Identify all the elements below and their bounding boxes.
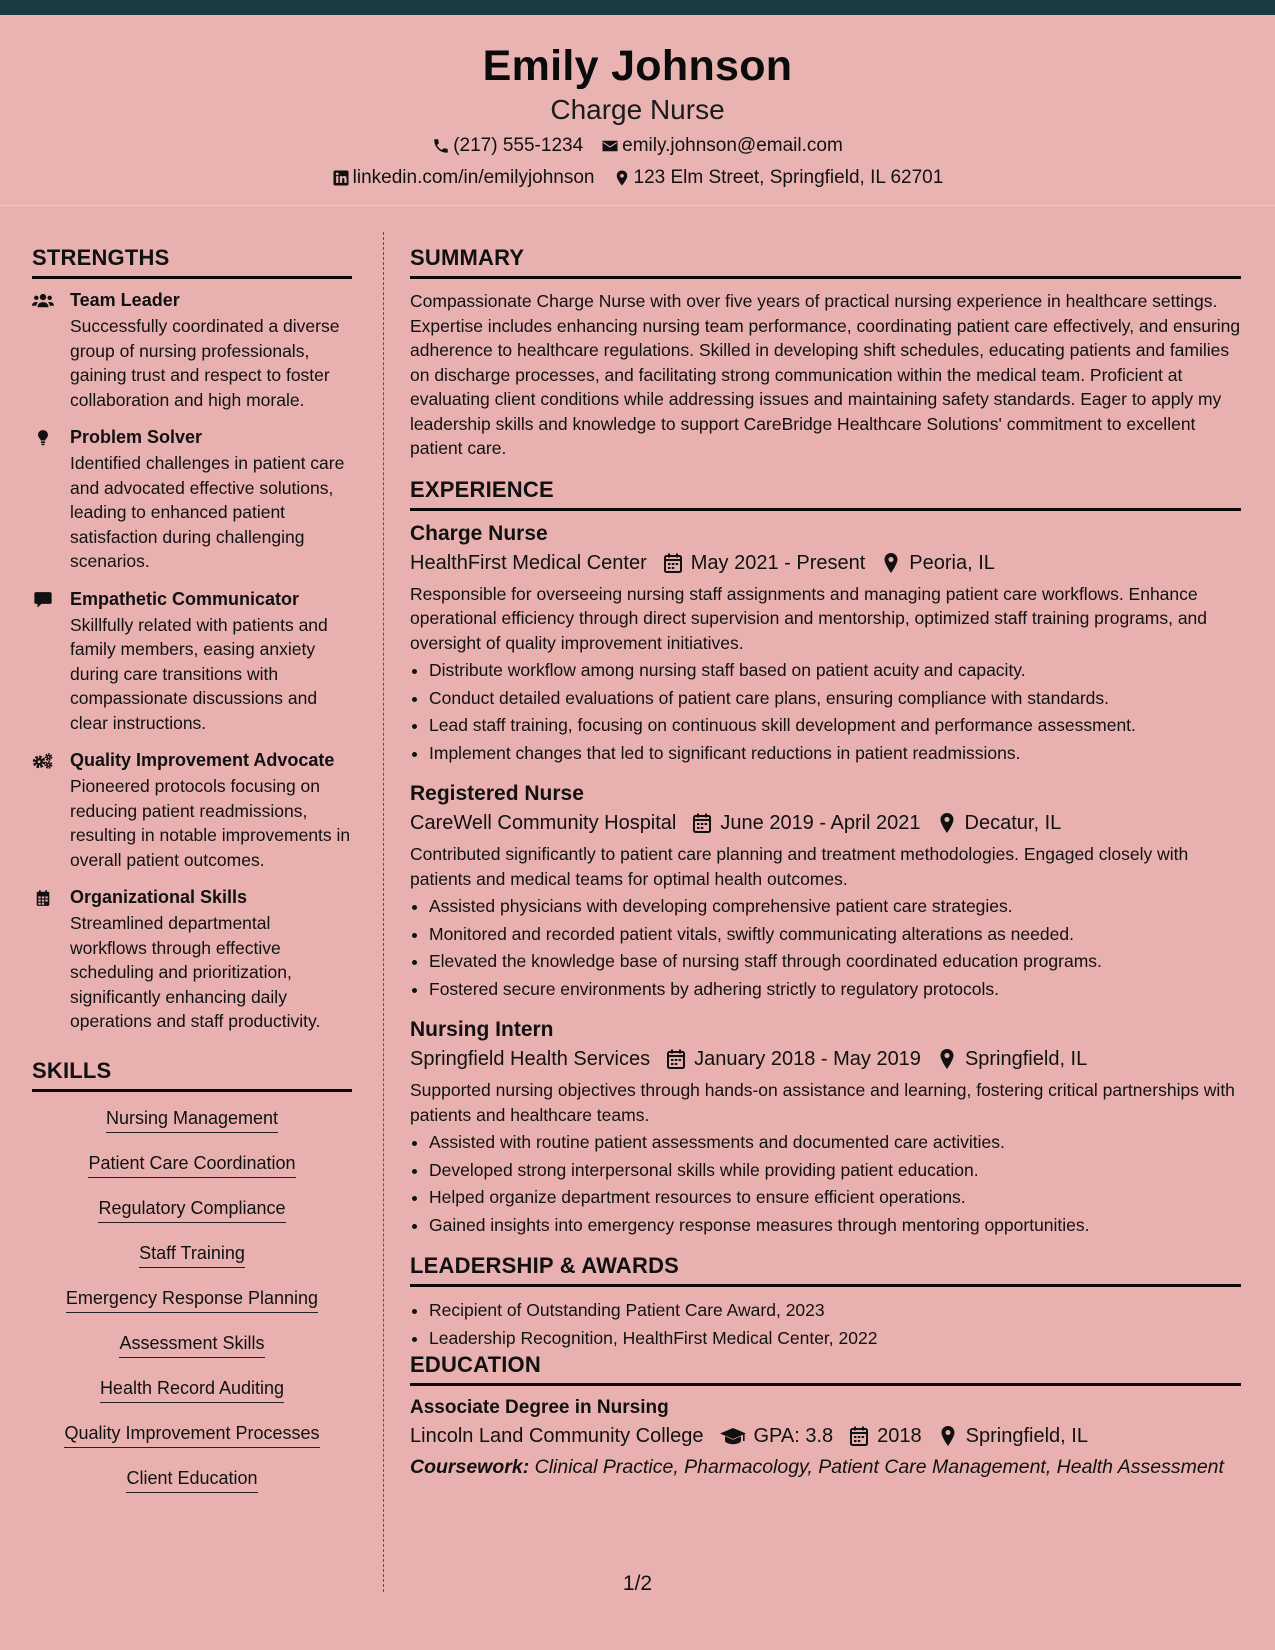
map-marker-icon xyxy=(937,813,957,833)
list-item: • Implement changes that led to significant reductions in patient readmissions. xyxy=(429,740,1241,768)
skills-list xyxy=(32,1106,352,1511)
graduation-cap-icon xyxy=(720,1426,746,1446)
job-entry xyxy=(410,521,1241,768)
skill-tag: Assessment Skills xyxy=(119,1331,264,1358)
skill-tag: Health Record Auditing xyxy=(100,1376,284,1403)
list-item: • Monitored and recorded patient vitals, swiftly communicating alterations as needed. xyxy=(429,921,1241,949)
job-description: Contributed significantly to patient care planning and treatment methodologies. Engaged closely with patients and medical teams for optimal health outcomes. xyxy=(410,844,1189,889)
list-item: • Helped organize department resources to ensure efficient operations. xyxy=(429,1184,1241,1212)
linkedin-icon xyxy=(332,169,350,187)
phone-icon xyxy=(432,137,450,155)
top-accent-bar xyxy=(0,0,1275,15)
calendar-icon xyxy=(692,813,712,833)
contact-address xyxy=(613,167,944,189)
education-heading: EDUCATION xyxy=(410,1352,1241,1386)
list-item: • Lead staff training, focusing on continuous skill development and performance assessment. xyxy=(429,712,1241,740)
edu-location: Springfield, IL xyxy=(965,1425,1088,1447)
skill-tag: Staff Training xyxy=(139,1241,245,1268)
contact-row-1 xyxy=(0,135,1275,157)
calendar-icon xyxy=(32,888,54,908)
edu-meta xyxy=(410,1423,1241,1449)
job-company: CareWell Community Hospital xyxy=(410,812,677,834)
contact-linkedin[interactable] xyxy=(332,167,595,189)
strength-item xyxy=(32,588,352,736)
awards-list xyxy=(410,1297,1241,1352)
candidate-name: Emily Johnson xyxy=(482,42,793,90)
awards-heading: LEADERSHIP & AWARDS xyxy=(410,1253,1241,1287)
strength-desc: Successfully coordinated a diverse group of nursing professionals, gaining trust and respect to foster collaboration and high morale. xyxy=(70,316,340,410)
candidate-title: Charge Nurse xyxy=(550,94,725,125)
skill-tag: Quality Improvement Processes xyxy=(64,1421,319,1448)
skill-tag: Patient Care Coordination xyxy=(88,1151,295,1178)
list-item: • Distribute workflow among nursing staff based on patient acuity and capacity. xyxy=(429,657,1241,685)
edu-gpa: GPA: 3.8 xyxy=(753,1425,834,1447)
list-item: • Elevated the knowledge base of nursing staff through coordinated education programs. xyxy=(429,948,1241,976)
skills-heading: SKILLS xyxy=(32,1058,352,1092)
skill-tag: Client Education xyxy=(126,1466,257,1493)
list-item: • Fostered secure environments by adhering strictly to regulatory protocols. xyxy=(429,976,1241,1004)
contact-phone xyxy=(432,135,583,157)
list-item: • Recipient of Outstanding Patient Care Award, 2023 xyxy=(429,1297,1241,1325)
map-marker-icon xyxy=(881,553,901,573)
job-location: Decatur, IL xyxy=(964,812,1062,834)
strength-desc: Skillfully related with patients and family members, easing anxiety during care transitions with compassionate discussions and clear instructions. xyxy=(70,614,328,733)
edu-year: 2018 xyxy=(877,1425,922,1447)
job-meta xyxy=(410,1046,1241,1072)
job-title: Nursing Intern xyxy=(410,1018,554,1041)
job-location: Peoria, IL xyxy=(909,551,995,574)
users-icon xyxy=(32,291,54,311)
job-title: Charge Nurse xyxy=(410,521,548,545)
phone-text: (217) 555-1234 xyxy=(453,135,584,156)
list-item: • Gained insights into emergency response measures through mentoring opportunities. xyxy=(429,1212,1241,1240)
list-item: • Leadership Recognition, HealthFirst Medical Center, 2022 xyxy=(429,1325,1241,1353)
map-marker-icon xyxy=(938,1426,958,1446)
list-item: • Conduct detailed evaluations of patient care plans, ensuring compliance with standards. xyxy=(429,685,1241,713)
strengths-heading: STRENGTHS xyxy=(32,245,352,279)
cogs-icon xyxy=(32,751,54,771)
coursework-text: Clinical Practice, Pharmacology, Patient Care Management, Health Assessment xyxy=(529,1456,1224,1478)
right-column xyxy=(410,245,1241,1479)
experience-heading: EXPERIENCE xyxy=(410,477,1241,511)
strength-title: Organizational Skills xyxy=(70,887,248,907)
summary-text: Compassionate Charge Nurse with over five years of practical nursing experience in healthcare settings. Expertise includes enhancing nursing team performance, coordinating patient care effectively, and ensuring adherence to healthcare regulations. Skilled in developing shift schedules, educating patients and families on discharge processes, and facilitating strong communication within the medical team. Proficient at evaluating client conditions while addressing issues and maintaining safety standards. Eager to apply my leadership skills and knowledge to support CareBridge Healthcare Solutions' commitment to excellent patient care. xyxy=(410,291,1241,458)
comment-icon xyxy=(32,590,54,610)
skill-tag: Regulatory Compliance xyxy=(98,1196,285,1223)
linkedin-text: linkedin.com/in/emilyjohnson xyxy=(352,167,595,188)
job-bullets xyxy=(410,1129,1241,1239)
strength-item xyxy=(32,886,352,1034)
list-item: • Assisted physicians with developing comprehensive patient care strategies. xyxy=(429,893,1241,921)
job-location: Springfield, IL xyxy=(964,1048,1088,1070)
edu-degree: Associate Degree in Nursing xyxy=(410,1397,669,1418)
calendar-icon xyxy=(663,553,683,573)
strength-item xyxy=(32,426,352,574)
strength-title: Quality Improvement Advocate xyxy=(70,750,335,770)
edu-school: Lincoln Land Community College xyxy=(410,1425,704,1447)
summary-heading: SUMMARY xyxy=(410,245,1241,279)
list-item: • Developed strong interpersonal skills while providing patient education. xyxy=(429,1157,1241,1185)
email-text: emily.johnson@email.com xyxy=(622,135,843,156)
strength-desc: Streamlined departmental workflows through effective scheduling and prioritization, significantly enhancing daily operations and staff productivity. xyxy=(70,913,321,1031)
job-meta xyxy=(410,810,1241,836)
job-dates: January 2018 - May 2019 xyxy=(694,1048,921,1070)
job-description: Supported nursing objectives through hands-on assistance and learning, fostering critical partnerships with patients and healthcare teams. xyxy=(410,1080,1235,1125)
job-entry xyxy=(410,1017,1241,1239)
job-meta xyxy=(410,550,1241,576)
job-title: Registered Nurse xyxy=(410,782,584,805)
lightbulb-icon xyxy=(32,428,54,448)
strength-item xyxy=(32,289,352,412)
edu-coursework xyxy=(410,1455,1241,1479)
job-description: Responsible for overseeing nursing staff assignments and managing patient care workflows. Enhance operational efficiency through direct supervision and mentorship, optimized staff training programs, and oversight of quality improvement initiatives. xyxy=(410,583,1208,653)
calendar-icon xyxy=(849,1426,869,1446)
job-dates: June 2019 - April 2021 xyxy=(720,812,921,834)
strength-title: Team Leader xyxy=(70,290,180,310)
skill-tag: Nursing Management xyxy=(106,1106,278,1133)
map-marker-icon xyxy=(937,1049,957,1069)
resume-header xyxy=(0,15,1275,206)
strength-item xyxy=(32,749,352,872)
job-bullets xyxy=(410,657,1241,767)
column-divider xyxy=(383,232,384,1592)
job-company: HealthFirst Medical Center xyxy=(410,551,647,574)
skill-tag: Emergency Response Planning xyxy=(66,1286,318,1313)
contact-row-2 xyxy=(0,167,1275,189)
coursework-label: Coursework: xyxy=(410,1456,530,1478)
left-column xyxy=(32,245,352,1511)
job-company: Springfield Health Services xyxy=(410,1048,651,1070)
job-entry xyxy=(410,781,1241,1003)
job-dates: May 2021 - Present xyxy=(690,551,866,574)
map-marker-icon xyxy=(613,169,631,187)
address-text: 123 Elm Street, Springfield, IL 62701 xyxy=(633,167,944,188)
envelope-icon xyxy=(601,137,619,155)
contact-email[interactable] xyxy=(601,135,843,157)
strength-desc: Pioneered protocols focusing on reducing patient readmissions, resulting in notable improvements in overall patient outcomes. xyxy=(70,776,351,870)
strength-title: Problem Solver xyxy=(70,427,203,447)
strength-title: Empathetic Communicator xyxy=(70,588,300,609)
strength-desc: Identified challenges in patient care and advocated effective solutions, leading to enhanced patient satisfaction during challenging scenarios. xyxy=(70,453,345,571)
job-bullets xyxy=(410,893,1241,1003)
page-number: 1/2 xyxy=(622,1572,653,1595)
list-item: • Assisted with routine patient assessments and documented care activities. xyxy=(429,1129,1241,1157)
calendar-icon xyxy=(666,1049,686,1069)
